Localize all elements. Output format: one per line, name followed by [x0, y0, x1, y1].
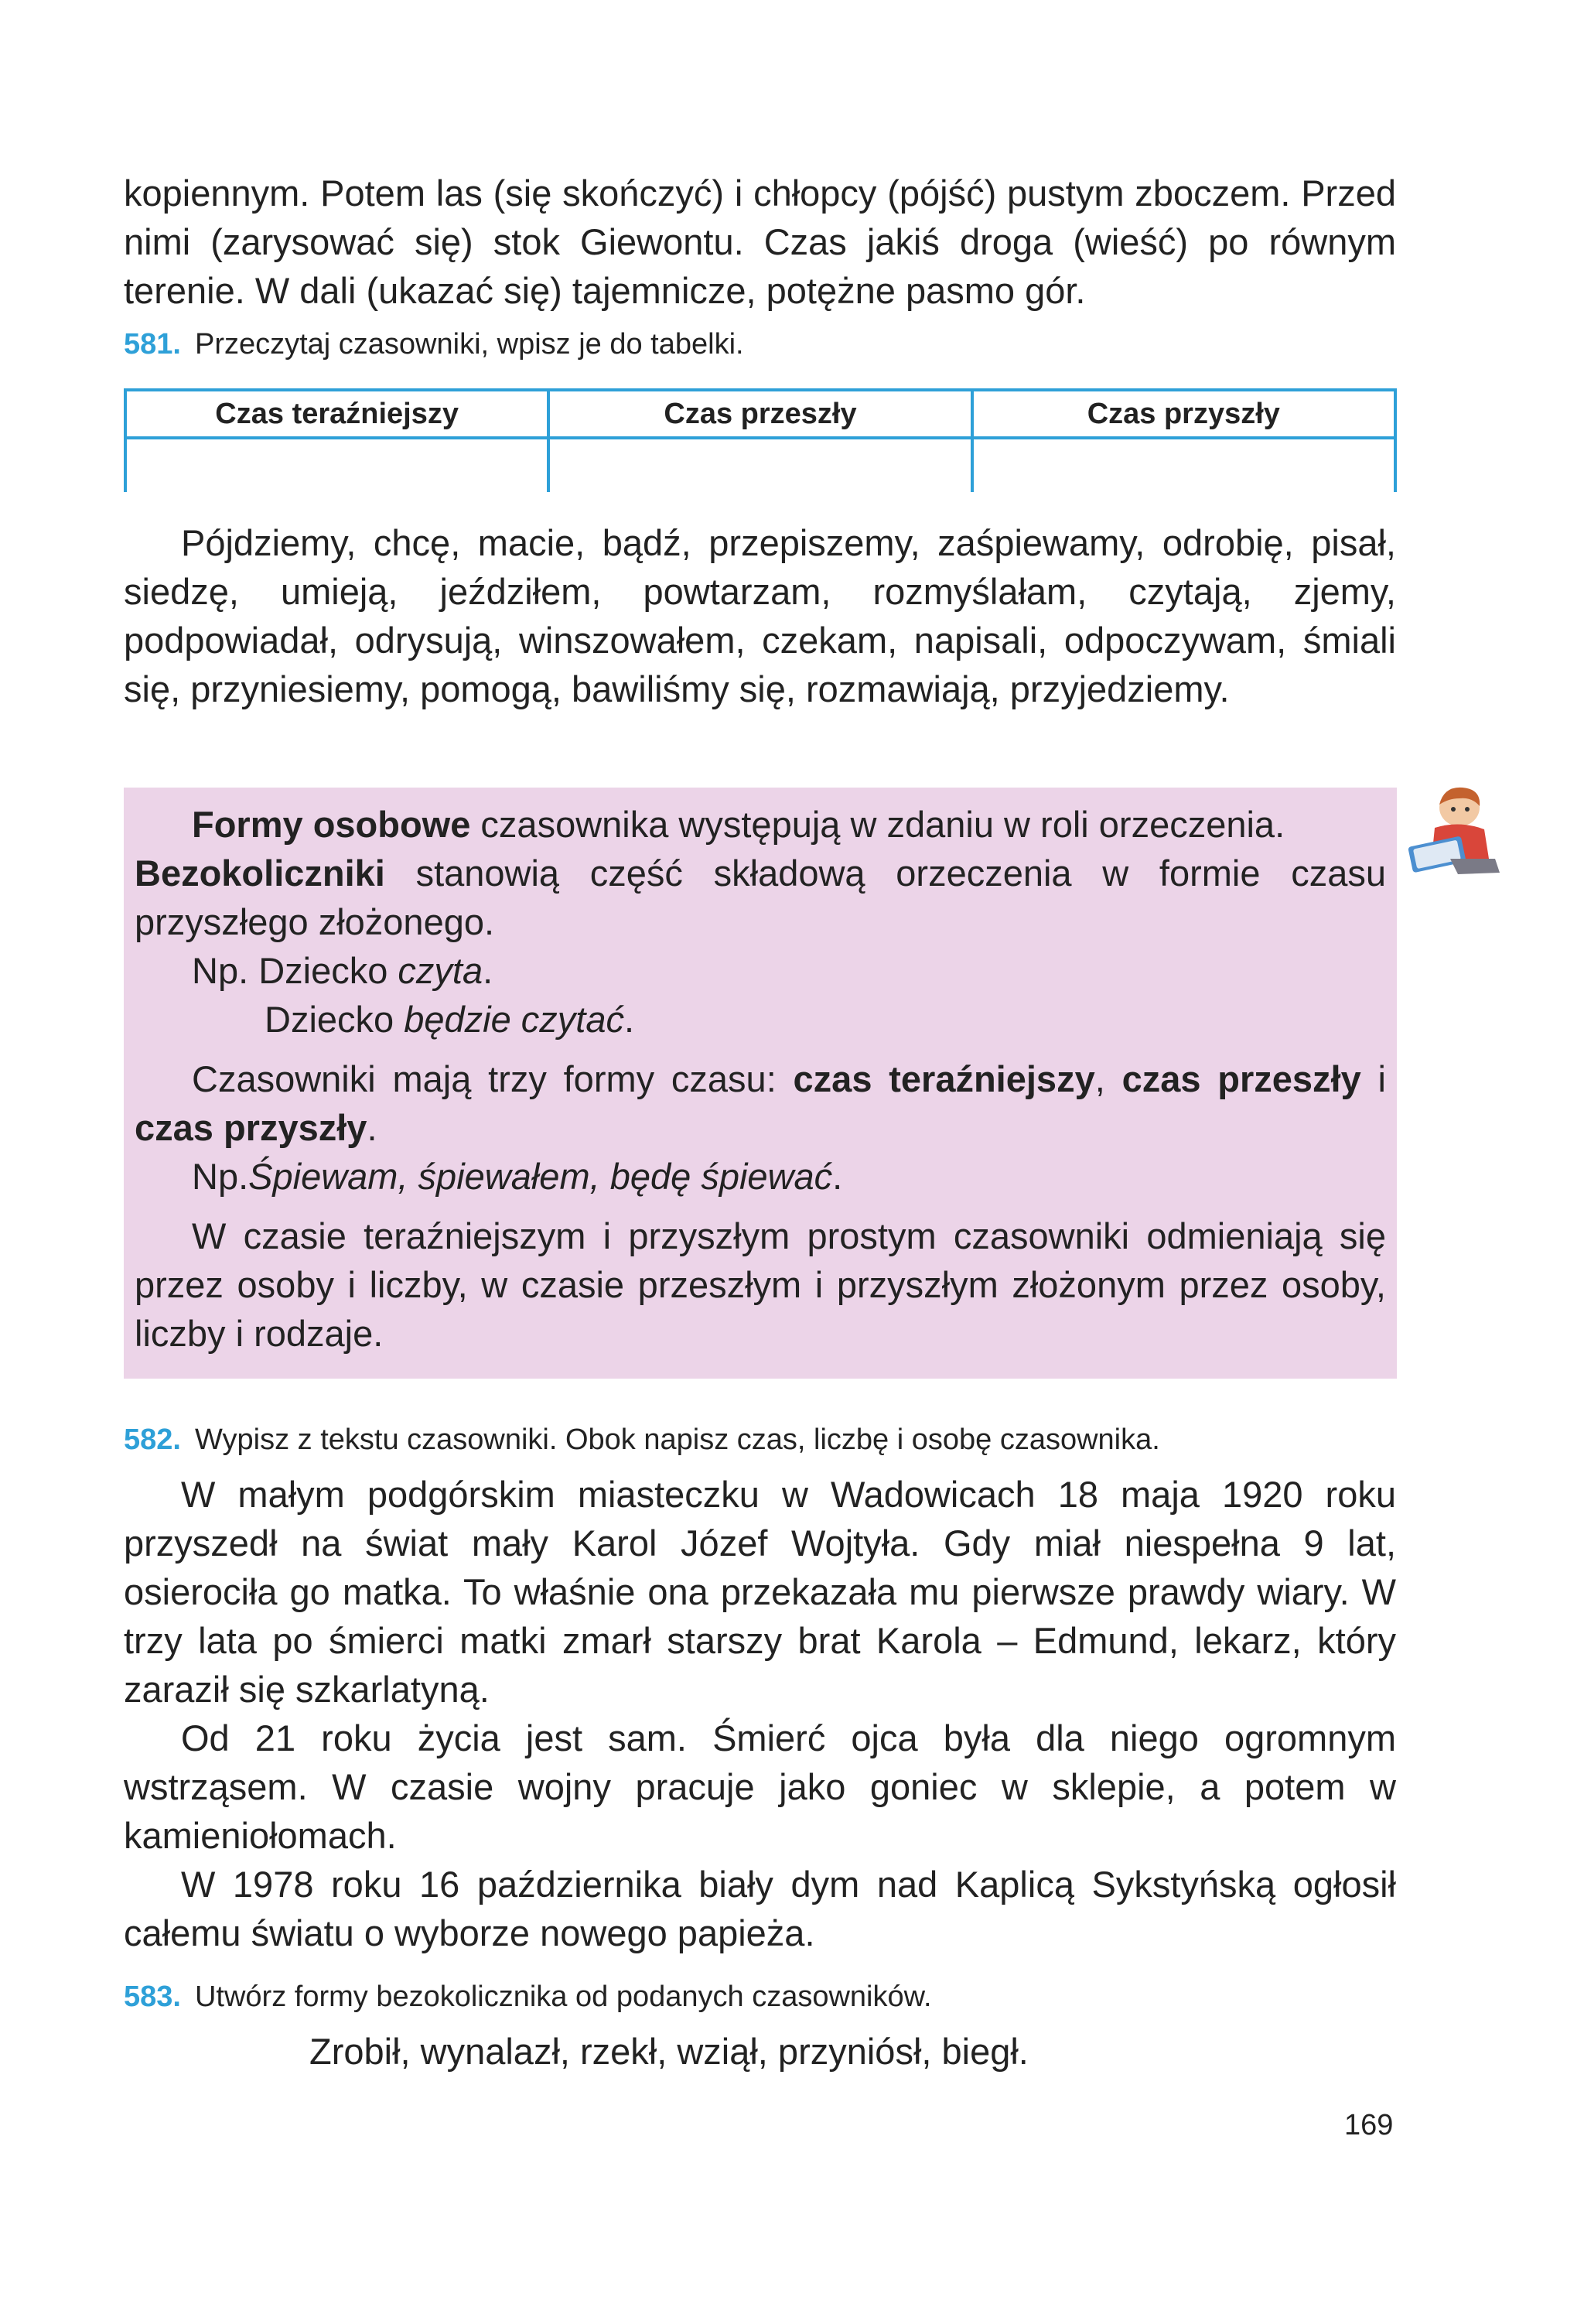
text-paragraph-1: W małym podgórskim miasteczku w Wadowicach 18 maja 1920 roku przyszedł na świat mały Karol Józef Wojtyła. Gdy miał niespełna 9 lat, osierociła go matka. To właśnie ona przekazała mu pierwsze prawdy wiary. W trzy lata po śmierci matki zmarł starszy brat Karola – Edmund, lekarz, który zaraził się szkarlatyną.	[124, 1474, 1396, 1710]
exercise-581-verbs	[124, 518, 1396, 713]
cell-future-tense[interactable]	[972, 438, 1395, 492]
example-3-verbs: Śpiewam, śpiewałem, będę śpiewać	[248, 1156, 833, 1197]
rule-infinitives	[135, 849, 1386, 946]
verbs-list-text: Pójdziemy, chcę, macie, bądź, przepiszemy, zaśpiewamy, odrobię, pisał, siedzę, umieją, jeździłem, powtarzam, rozmyślałam, czytają, zjemy, podpowiadał, odrysują, winszowałem, czekam, napisali, odpoczywam, śmiali się, przyniesiemy, pomogą, bawiliśmy się, rozmawiają, przyjedziemy.	[124, 522, 1396, 709]
top-paragraph	[124, 169, 1396, 315]
exercise-583-header	[124, 1977, 1439, 2016]
rule-example-3	[135, 1152, 1386, 1201]
header-future-tense: Czas przyszły	[972, 390, 1395, 438]
exercise-583-instruction: Utwórz formy bezokolicznika od podanych czasowników.	[194, 1981, 932, 2013]
rule-personal-forms	[135, 800, 1386, 849]
example-3-prefix: Np.	[192, 1156, 249, 1197]
tense-table	[124, 388, 1397, 492]
exercise-582-text	[124, 1470, 1396, 1957]
rule-conjugation: W czasie teraźniejszym i przyszłym prostym czasowniki odmieniają się przez osoby i liczby, w czasie przeszłym i przyszłym złożonym przez osoby, liczby i rodzaje.	[135, 1215, 1386, 1354]
exercise-582-number: 582.	[124, 1423, 181, 1456]
example-1-suffix: .	[483, 950, 493, 991]
example-1-verb: czyta	[398, 950, 483, 991]
exercise-582-instruction: Wypisz z tekstu czasowniki. Obok napisz czas, liczbę i osobę czasownika.	[194, 1423, 1160, 1456]
tense-table-header-row	[125, 390, 1395, 438]
exercise-582-header	[124, 1420, 1439, 1459]
term-future-tense: czas przyszły	[135, 1107, 367, 1148]
rule-example-1	[135, 946, 1386, 995]
example-3-suffix: .	[832, 1156, 843, 1197]
example-2-suffix: .	[624, 999, 635, 1040]
reading-child-icon	[1404, 781, 1504, 878]
tense-table-empty-row	[125, 438, 1395, 492]
header-past-tense: Czas przeszły	[548, 390, 971, 438]
three-tenses-end: .	[367, 1107, 377, 1148]
cell-present-tense[interactable]	[125, 438, 548, 492]
example-1-prefix: Np. Dziecko	[192, 950, 398, 991]
rule-example-2	[135, 995, 1386, 1044]
grammar-rule-box	[124, 788, 1397, 1379]
exercise-581-instruction: Przeczytaj czasowniki, wpisz je do tabelki.	[194, 328, 744, 361]
three-tenses-intro: Czasowniki mają trzy formy czasu:	[192, 1058, 794, 1099]
rule-personal-forms-text: czasownika występują w zdaniu w roli orzeczenia.	[470, 804, 1285, 845]
text-paragraph-3: W 1978 roku 16 października biały dym nad Kaplicą Sykstyńską ogłosił całemu światu o wyborze nowego papieża.	[124, 1864, 1396, 1953]
page-number: 169	[1344, 2109, 1394, 2141]
exercise-581-header	[124, 325, 1439, 364]
rule-three-tenses	[135, 1054, 1386, 1152]
rule-infinitives-text: stanowią część składową orzeczenia w formie czasu przyszłego złożonego.	[135, 853, 1386, 942]
term-present-tense: czas teraźniejszy	[793, 1058, 1095, 1099]
exercise-583-number: 583.	[124, 1981, 181, 2013]
exercise-581-number: 581.	[124, 328, 181, 361]
term-past-tense: czas przeszły	[1121, 1058, 1361, 1099]
top-paragraph-text: kopiennym. Potem las (się skończyć) i chłopcy (pójść) pustym zboczem. Przed nimi (zarysować się) stok Giewontu. Czas jakiś droga (wieść) po równym terenie. W dali (ukazać się) tajemnicze, potężne pasmo gór.	[124, 173, 1396, 311]
three-tenses-sep-1: ,	[1094, 1058, 1122, 1099]
text-paragraph-2: Od 21 roku życia jest sam. Śmierć ojca była dla niego ogromnym wstrząsem. W czasie wojny pracuje jako goniec w sklepie, a potem w kamieniołomach.	[124, 1717, 1396, 1856]
header-present-tense: Czas teraźniejszy	[125, 390, 548, 438]
three-tenses-sep-2: i	[1360, 1058, 1386, 1099]
term-personal-forms: Formy osobowe	[192, 804, 471, 845]
term-infinitives: Bezokoliczniki	[135, 853, 385, 894]
exercise-583-verbs: Zrobił, wynalazł, rzekł, wziął, przyniósł, biegł.	[309, 2031, 1029, 2072]
example-2-prefix: Dziecko	[265, 999, 405, 1040]
example-2-verb: będzie czytać	[404, 999, 624, 1040]
cell-past-tense[interactable]	[548, 438, 971, 492]
